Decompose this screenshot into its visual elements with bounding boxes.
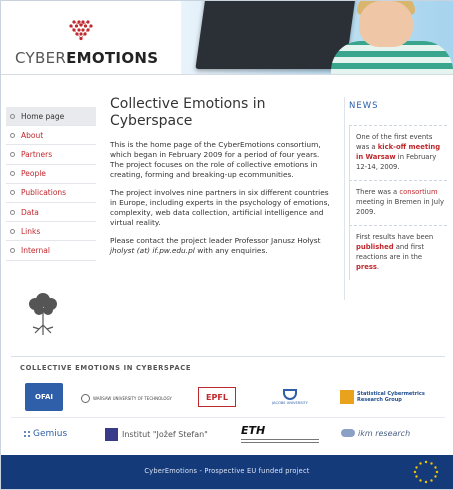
- partners-row-divider: [11, 417, 445, 418]
- site-header: [1, 1, 453, 75]
- nav-item-links[interactable]: [6, 222, 96, 241]
- bullet-icon: [10, 229, 15, 234]
- site-footer: [1, 455, 453, 489]
- partner-logo-text: Statistical Cybermetrics Research Group: [357, 391, 425, 403]
- news-link-kickoff[interactable]: kick-off meeting in Warsaw: [356, 143, 441, 161]
- partner-logo-warsaw[interactable]: [81, 391, 173, 405]
- contact-text-end: with any enquiries.: [194, 246, 268, 255]
- partners-title: COLLECTIVE EMOTIONS IN CYBERSPACE: [20, 364, 192, 372]
- news-link-press[interactable]: press: [356, 263, 377, 271]
- footer-text: CyberEmotions - Prospective EU funded project: [144, 467, 310, 475]
- nav-item-home[interactable]: [6, 107, 96, 126]
- bullet-icon: [10, 152, 15, 157]
- partner-logo-text: ikm research: [358, 428, 411, 438]
- news-item: [349, 125, 447, 180]
- intro-paragraph: This is the home page of the CyberEmotions consortium, which began in February 2009 for a period of four years. The project focuses on the role of collective emotions in creating, forming and breaking-up ecommunities.: [110, 140, 321, 179]
- partner-logo-epfl[interactable]: [198, 387, 236, 407]
- nav-item-people[interactable]: [6, 165, 96, 184]
- header-photo: [181, 1, 453, 75]
- news-item: [349, 225, 447, 280]
- logo-text: [15, 49, 158, 67]
- site-logo[interactable]: [15, 19, 185, 69]
- main-content: [110, 96, 334, 264]
- eu-stars-icon: [411, 458, 441, 486]
- news-text: meeting in Bremen in July 2009.: [356, 198, 445, 216]
- bullet-icon: [10, 210, 15, 215]
- bullet-icon: [10, 248, 15, 253]
- partner-logo-text: WARSAW UNIVERSITY OF TECHNOLOGY: [93, 395, 172, 401]
- jsi-emblem-icon: [105, 428, 118, 441]
- bullet-icon: [10, 171, 15, 176]
- partner-logo-text: JACOBS UNIVERSITY: [272, 401, 308, 405]
- nav-item-label: Home page: [21, 111, 65, 121]
- news-column: [349, 101, 447, 280]
- news-text: First results have been: [356, 233, 434, 241]
- partner-logo-text: EPFL: [206, 392, 228, 402]
- nav-item-label: Publications: [21, 188, 67, 198]
- partner-logo-ikm[interactable]: [341, 425, 439, 441]
- heart-network-icon: [69, 19, 93, 41]
- news-item: [349, 180, 447, 225]
- nav-item-label: About: [21, 130, 44, 140]
- partner-logo-text: OFAI: [35, 393, 53, 401]
- nav-item-label: Links: [21, 226, 41, 236]
- news-link-published[interactable]: published: [356, 243, 394, 251]
- bullet-icon: [10, 133, 15, 138]
- partner-logo-text: ETH: [241, 423, 266, 437]
- nav-item-label: Data: [21, 207, 39, 217]
- sidebar-nav: [6, 107, 96, 261]
- partner-logo-text: Gemius: [33, 429, 68, 439]
- nav-item-label: People: [21, 169, 46, 179]
- sc-logo-icon: [340, 390, 354, 404]
- news-text: One of the first events was a: [356, 133, 433, 151]
- partner-logo-ofai[interactable]: [25, 383, 63, 411]
- nav-item-partners[interactable]: [6, 145, 96, 164]
- news-title: NEWS: [349, 101, 379, 111]
- tree-icon: [25, 291, 61, 337]
- news-text: and first reactions are in the: [356, 243, 424, 261]
- eth-subtext-lines: [241, 437, 319, 443]
- bullet-icon: [10, 114, 15, 119]
- contact-paragraph: [110, 236, 334, 256]
- nav-item-data[interactable]: [6, 203, 96, 222]
- news-divider: [344, 97, 345, 300]
- bullet-icon: [10, 190, 15, 195]
- nav-item-internal[interactable]: [6, 241, 96, 260]
- contact-text: Please contact the project leader Professor Janusz Hołyst: [110, 236, 321, 245]
- partner-logo-text: Institut "Jožef Stefan": [122, 429, 208, 439]
- logo-text-emotions: EMOTIONS: [66, 49, 159, 67]
- nav-item-label: Internal: [21, 245, 50, 255]
- shield-icon: [283, 389, 297, 400]
- nav-item-about[interactable]: [6, 126, 96, 145]
- news-link-consortium[interactable]: consortium: [399, 188, 438, 196]
- news-text: in February 12-14, 2009.: [356, 153, 437, 171]
- crest-icon: [81, 394, 90, 403]
- partner-logo-jacobs[interactable]: [263, 386, 317, 408]
- partners-divider: [11, 356, 445, 357]
- contact-email: jholyst (at) if.pw.edu.pl: [110, 246, 195, 255]
- ikm-logo-icon: [341, 429, 355, 437]
- partner-logo-eth[interactable]: [241, 420, 325, 446]
- partner-logo-jsi[interactable]: [105, 425, 223, 443]
- news-text: There was a: [356, 188, 400, 196]
- nav-item-label: Partners: [21, 149, 53, 159]
- logo-text-cyber: CYBER: [15, 49, 67, 67]
- partner-logo-cybermetrics[interactable]: [340, 388, 436, 406]
- page-title: Collective Emotions in Cyberspace: [110, 96, 266, 129]
- nav-item-publications[interactable]: [6, 184, 96, 203]
- partners-paragraph: The project involves nine partners in six different countries in Europe, including experts in the psychology of emotions, complexity, web data collection, artificial intelligence and virtual reality.: [110, 188, 330, 227]
- dots-icon: [23, 430, 31, 438]
- child-face-shape: [359, 1, 413, 47]
- news-text: .: [376, 263, 380, 271]
- partner-logo-gemius[interactable]: [23, 425, 85, 443]
